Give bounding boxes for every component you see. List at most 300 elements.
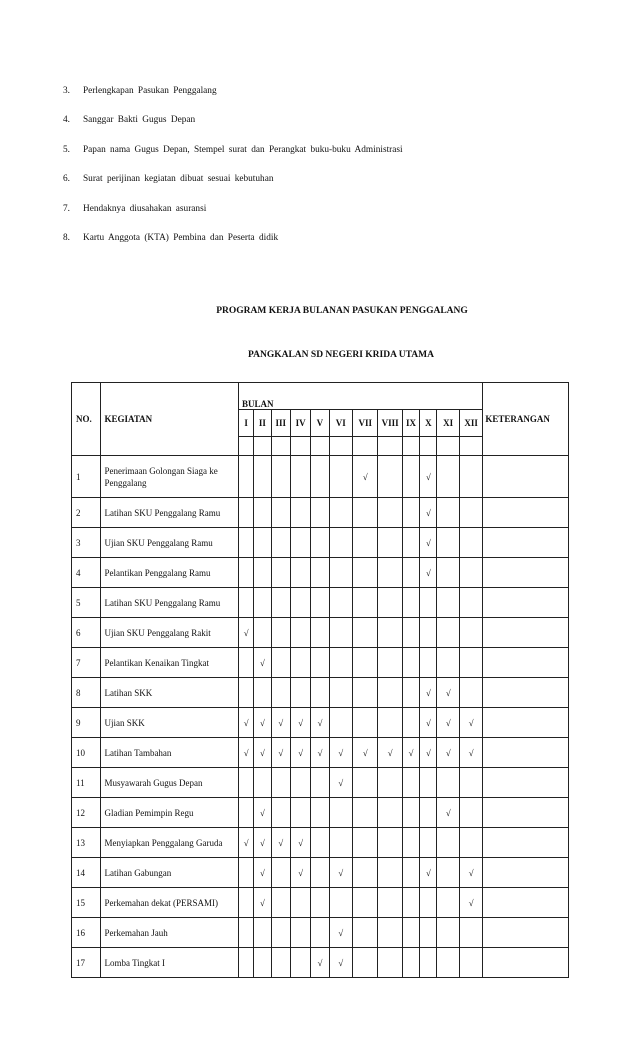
month-cell-4 — [290, 648, 310, 678]
row-kegiatan: Lomba Tingkat I — [100, 948, 238, 978]
month-cell-11 — [437, 588, 459, 618]
month-header-7: VII — [352, 410, 377, 437]
check-mark: √ — [317, 747, 323, 758]
check-mark: √ — [425, 867, 431, 878]
month-cell-7 — [352, 918, 377, 948]
row-kegiatan: Ujian SKK — [100, 708, 238, 738]
month-cell-12 — [459, 618, 482, 648]
row-keterangan — [483, 678, 569, 708]
header-spacer-cell — [254, 437, 271, 456]
month-cell-6 — [329, 588, 352, 618]
month-cell-6 — [329, 948, 352, 978]
row-number: 4 — [72, 558, 101, 588]
month-cell-4 — [290, 708, 310, 738]
month-cell-11 — [437, 528, 459, 558]
table-row — [72, 528, 569, 558]
month-cell-12 — [459, 588, 482, 618]
month-cell-9 — [402, 918, 419, 948]
month-header-2: II — [254, 410, 271, 437]
list-item — [63, 174, 623, 203]
check-mark: √ — [445, 687, 451, 698]
month-header-3: III — [271, 410, 290, 437]
month-cell-10 — [420, 708, 437, 738]
month-cell-7 — [352, 456, 377, 498]
month-cell-9 — [402, 678, 419, 708]
month-cell-8 — [378, 618, 402, 648]
month-cell-11 — [437, 498, 459, 528]
month-cell-7 — [352, 618, 377, 648]
month-cell-12 — [459, 858, 482, 888]
table-row — [72, 618, 569, 648]
month-cell-8 — [378, 948, 402, 978]
month-cell-3 — [271, 678, 290, 708]
header-spacer-cell — [238, 437, 253, 456]
list-item-number: 7. — [63, 203, 70, 214]
month-cell-7 — [352, 828, 377, 858]
month-cell-6 — [329, 618, 352, 648]
month-cell-11 — [437, 888, 459, 918]
month-cell-7 — [352, 678, 377, 708]
row-number: 2 — [72, 498, 101, 528]
check-mark: √ — [425, 567, 431, 578]
row-keterangan — [483, 948, 569, 978]
month-cell-5 — [311, 498, 329, 528]
month-cell-8 — [378, 768, 402, 798]
row-keterangan — [483, 768, 569, 798]
month-cell-2 — [254, 858, 271, 888]
month-cell-1 — [238, 918, 253, 948]
month-cell-2 — [254, 948, 271, 978]
month-cell-10 — [420, 456, 437, 498]
month-cell-12 — [459, 708, 482, 738]
month-cell-1 — [238, 798, 253, 828]
check-mark: √ — [317, 717, 323, 728]
month-cell-5 — [311, 888, 329, 918]
month-cell-2 — [254, 828, 271, 858]
month-cell-10 — [420, 498, 437, 528]
row-kegiatan: Latihan SKU Penggalang Ramu — [100, 498, 238, 528]
list-item — [63, 204, 623, 233]
month-cell-1 — [238, 828, 253, 858]
month-cell-12 — [459, 768, 482, 798]
month-cell-3 — [271, 588, 290, 618]
check-mark: √ — [259, 747, 265, 758]
check-mark: √ — [468, 717, 474, 728]
row-number: 3 — [72, 528, 101, 558]
month-cell-12 — [459, 918, 482, 948]
month-cell-9 — [402, 948, 419, 978]
table-row — [72, 948, 569, 978]
header-bulan: BULAN — [238, 383, 482, 410]
month-header-8: VIII — [378, 410, 402, 437]
list-item-number: 4. — [63, 115, 70, 126]
month-cell-6 — [329, 798, 352, 828]
month-cell-9 — [402, 858, 419, 888]
month-cell-5 — [311, 708, 329, 738]
row-keterangan — [483, 558, 569, 588]
month-cell-3 — [271, 528, 290, 558]
table-row — [72, 708, 569, 738]
month-cell-5 — [311, 456, 329, 498]
month-cell-1 — [238, 456, 253, 498]
month-cell-3 — [271, 648, 290, 678]
month-cell-6 — [329, 456, 352, 498]
document-subtitle: PANGKALAN SD NEGERI KRIDA UTAMA — [248, 350, 434, 360]
month-cell-9 — [402, 708, 419, 738]
month-cell-4 — [290, 456, 310, 498]
month-cell-7 — [352, 648, 377, 678]
row-number: 17 — [72, 948, 101, 978]
table-row — [72, 558, 569, 588]
month-cell-5 — [311, 738, 329, 768]
month-cell-9 — [402, 828, 419, 858]
check-mark: √ — [259, 837, 265, 848]
month-cell-7 — [352, 948, 377, 978]
month-cell-3 — [271, 708, 290, 738]
month-cell-4 — [290, 498, 310, 528]
header-kegiatan: KEGIATAN — [100, 383, 238, 456]
month-cell-6 — [329, 858, 352, 888]
check-mark: √ — [243, 837, 249, 848]
row-number: 12 — [72, 798, 101, 828]
month-cell-7 — [352, 798, 377, 828]
month-cell-12 — [459, 648, 482, 678]
month-cell-11 — [437, 918, 459, 948]
month-cell-11 — [437, 858, 459, 888]
table-row — [72, 456, 569, 498]
check-mark: √ — [387, 747, 393, 758]
row-number: 8 — [72, 678, 101, 708]
month-cell-7 — [352, 888, 377, 918]
month-cell-4 — [290, 528, 310, 558]
row-keterangan — [483, 708, 569, 738]
header-spacer-cell — [329, 437, 352, 456]
month-cell-1 — [238, 678, 253, 708]
list-item-text: Hendaknya diusahakan asuransi — [83, 203, 207, 214]
month-cell-12 — [459, 498, 482, 528]
month-cell-7 — [352, 498, 377, 528]
month-cell-5 — [311, 678, 329, 708]
month-cell-11 — [437, 738, 459, 768]
month-cell-10 — [420, 678, 437, 708]
month-cell-1 — [238, 648, 253, 678]
header-spacer-cell — [402, 437, 419, 456]
list-item-number: 8. — [63, 232, 70, 243]
row-number: 15 — [72, 888, 101, 918]
list-item — [63, 233, 623, 262]
month-cell-9 — [402, 558, 419, 588]
check-mark: √ — [243, 717, 249, 728]
check-mark: √ — [259, 807, 265, 818]
row-kegiatan: Latihan Tambahan — [100, 738, 238, 768]
table-row — [72, 798, 569, 828]
month-cell-1 — [238, 858, 253, 888]
month-cell-6 — [329, 558, 352, 588]
month-cell-3 — [271, 888, 290, 918]
month-cell-11 — [437, 798, 459, 828]
month-cell-10 — [420, 528, 437, 558]
month-cell-2 — [254, 918, 271, 948]
month-cell-2 — [254, 618, 271, 648]
row-keterangan — [483, 588, 569, 618]
row-number: 7 — [72, 648, 101, 678]
row-keterangan — [483, 798, 569, 828]
month-cell-2 — [254, 558, 271, 588]
month-cell-10 — [420, 738, 437, 768]
row-number: 14 — [72, 858, 101, 888]
header-spacer-cell — [378, 437, 402, 456]
month-cell-5 — [311, 768, 329, 798]
month-header-5: V — [311, 410, 329, 437]
month-cell-6 — [329, 738, 352, 768]
month-cell-4 — [290, 558, 310, 588]
month-cell-9 — [402, 648, 419, 678]
check-mark: √ — [445, 807, 451, 818]
row-kegiatan: Latihan Gabungan — [100, 858, 238, 888]
list-item-number: 6. — [63, 174, 70, 185]
table-row — [72, 738, 569, 768]
header-keterangan: KETERANGAN — [483, 383, 569, 456]
table-row — [72, 498, 569, 528]
check-mark: √ — [278, 837, 284, 848]
header-spacer-cell — [437, 437, 459, 456]
month-cell-12 — [459, 456, 482, 498]
month-cell-1 — [238, 948, 253, 978]
check-mark: √ — [468, 747, 474, 758]
check-mark: √ — [259, 867, 265, 878]
table-row — [72, 648, 569, 678]
month-cell-4 — [290, 618, 310, 648]
month-cell-12 — [459, 948, 482, 978]
table-row — [72, 828, 569, 858]
month-cell-8 — [378, 738, 402, 768]
month-cell-10 — [420, 858, 437, 888]
month-cell-5 — [311, 918, 329, 948]
month-cell-11 — [437, 618, 459, 648]
month-cell-4 — [290, 768, 310, 798]
row-number: 6 — [72, 618, 101, 648]
month-cell-5 — [311, 648, 329, 678]
check-mark: √ — [425, 471, 431, 482]
check-mark: √ — [278, 747, 284, 758]
month-cell-5 — [311, 588, 329, 618]
month-cell-11 — [437, 558, 459, 588]
month-cell-3 — [271, 738, 290, 768]
month-cell-11 — [437, 948, 459, 978]
check-mark: √ — [243, 747, 249, 758]
month-cell-7 — [352, 528, 377, 558]
row-kegiatan: Ujian SKU Penggalang Ramu — [100, 528, 238, 558]
month-cell-12 — [459, 558, 482, 588]
month-cell-2 — [254, 798, 271, 828]
list-item-text: Papan nama Gugus Depan, Stempel surat dan Perangkat buku-buku Administrasi — [83, 144, 403, 155]
month-cell-10 — [420, 888, 437, 918]
month-cell-4 — [290, 888, 310, 918]
month-cell-2 — [254, 588, 271, 618]
month-cell-6 — [329, 768, 352, 798]
month-cell-10 — [420, 828, 437, 858]
month-cell-12 — [459, 528, 482, 558]
row-number: 16 — [72, 918, 101, 948]
row-keterangan — [483, 456, 569, 498]
month-cell-5 — [311, 798, 329, 828]
month-cell-12 — [459, 678, 482, 708]
row-kegiatan: Latihan SKK — [100, 678, 238, 708]
row-kegiatan: Menyiapkan Penggalang Garuda — [100, 828, 238, 858]
month-header-4: IV — [290, 410, 310, 437]
month-cell-8 — [378, 558, 402, 588]
month-header-6: VI — [329, 410, 352, 437]
check-mark: √ — [408, 747, 414, 758]
row-kegiatan: Penerimaan Golongan Siaga ke Penggalang — [100, 456, 238, 498]
month-cell-11 — [437, 678, 459, 708]
month-cell-3 — [271, 768, 290, 798]
month-cell-6 — [329, 678, 352, 708]
table-row — [72, 678, 569, 708]
month-cell-5 — [311, 618, 329, 648]
month-cell-8 — [378, 918, 402, 948]
month-cell-9 — [402, 888, 419, 918]
month-cell-5 — [311, 528, 329, 558]
table-row — [72, 768, 569, 798]
month-cell-4 — [290, 918, 310, 948]
month-cell-2 — [254, 708, 271, 738]
header-no: NO. — [72, 383, 101, 456]
month-cell-11 — [437, 456, 459, 498]
row-keterangan — [483, 888, 569, 918]
month-header-9: IX — [402, 410, 419, 437]
month-header-12: XII — [459, 410, 482, 437]
row-number: 1 — [72, 456, 101, 498]
month-cell-1 — [238, 558, 253, 588]
month-cell-1 — [238, 888, 253, 918]
month-cell-1 — [238, 528, 253, 558]
month-cell-12 — [459, 738, 482, 768]
month-cell-2 — [254, 768, 271, 798]
month-cell-7 — [352, 858, 377, 888]
check-mark: √ — [338, 957, 344, 968]
row-kegiatan: Perkemahan Jauh — [100, 918, 238, 948]
month-cell-8 — [378, 708, 402, 738]
list-item — [63, 115, 623, 144]
header-spacer-cell — [311, 437, 329, 456]
month-cell-6 — [329, 828, 352, 858]
row-kegiatan: Pelantikan Kenaikan Tingkat — [100, 648, 238, 678]
check-mark: √ — [298, 717, 304, 728]
header-spacer-cell — [420, 437, 437, 456]
list-item-number: 3. — [63, 86, 70, 96]
month-cell-4 — [290, 738, 310, 768]
month-cell-10 — [420, 918, 437, 948]
month-cell-3 — [271, 798, 290, 828]
check-mark: √ — [425, 717, 431, 728]
month-cell-8 — [378, 456, 402, 498]
month-cell-1 — [238, 768, 253, 798]
check-mark: √ — [298, 837, 304, 848]
row-number: 9 — [72, 708, 101, 738]
row-keterangan — [483, 918, 569, 948]
month-cell-1 — [238, 588, 253, 618]
month-cell-10 — [420, 948, 437, 978]
row-kegiatan: Ujian SKU Penggalang Rakit — [100, 618, 238, 648]
table-row — [72, 888, 569, 918]
month-cell-9 — [402, 738, 419, 768]
month-cell-12 — [459, 828, 482, 858]
month-cell-4 — [290, 858, 310, 888]
month-cell-7 — [352, 738, 377, 768]
month-cell-9 — [402, 456, 419, 498]
month-header-11: XI — [437, 410, 459, 437]
list-item-number: 5. — [63, 144, 70, 155]
month-cell-3 — [271, 498, 290, 528]
month-cell-3 — [271, 918, 290, 948]
month-cell-2 — [254, 678, 271, 708]
month-cell-4 — [290, 948, 310, 978]
month-cell-8 — [378, 828, 402, 858]
table-row — [72, 588, 569, 618]
month-cell-9 — [402, 528, 419, 558]
month-cell-1 — [238, 738, 253, 768]
header-spacer-cell — [352, 437, 377, 456]
check-mark: √ — [243, 627, 249, 638]
check-mark: √ — [298, 867, 304, 878]
month-cell-8 — [378, 858, 402, 888]
row-kegiatan: Musyawarah Gugus Depan — [100, 768, 238, 798]
month-cell-8 — [378, 678, 402, 708]
row-kegiatan: Pelantikan Penggalang Ramu — [100, 558, 238, 588]
month-cell-1 — [238, 498, 253, 528]
month-cell-7 — [352, 768, 377, 798]
row-kegiatan: Gladian Pemimpin Regu — [100, 798, 238, 828]
row-kegiatan: Perkemahan dekat (PERSAMI) — [100, 888, 238, 918]
row-kegiatan: Latihan SKU Penggalang Ramu — [100, 588, 238, 618]
month-cell-6 — [329, 648, 352, 678]
row-keterangan — [483, 828, 569, 858]
month-cell-10 — [420, 558, 437, 588]
month-cell-4 — [290, 828, 310, 858]
month-cell-2 — [254, 528, 271, 558]
check-mark: √ — [317, 957, 323, 968]
header-spacer-cell — [290, 437, 310, 456]
check-mark: √ — [298, 747, 304, 758]
month-cell-10 — [420, 768, 437, 798]
row-number: 11 — [72, 768, 101, 798]
month-cell-10 — [420, 588, 437, 618]
month-cell-7 — [352, 588, 377, 618]
document-title: PROGRAM KERJA BULANAN PASUKAN PENGGALANG — [216, 306, 468, 316]
month-cell-2 — [254, 738, 271, 768]
month-cell-6 — [329, 918, 352, 948]
list-item — [63, 86, 623, 115]
month-header-10: X — [420, 410, 437, 437]
month-cell-9 — [402, 588, 419, 618]
month-cell-7 — [352, 708, 377, 738]
month-cell-3 — [271, 618, 290, 648]
header-spacer-cell — [459, 437, 482, 456]
month-cell-5 — [311, 948, 329, 978]
check-mark: √ — [425, 747, 431, 758]
month-cell-11 — [437, 828, 459, 858]
month-cell-8 — [378, 798, 402, 828]
month-cell-4 — [290, 798, 310, 828]
month-cell-6 — [329, 528, 352, 558]
month-cell-12 — [459, 888, 482, 918]
month-cell-3 — [271, 858, 290, 888]
month-cell-2 — [254, 648, 271, 678]
month-cell-6 — [329, 498, 352, 528]
month-cell-10 — [420, 798, 437, 828]
month-cell-3 — [271, 948, 290, 978]
